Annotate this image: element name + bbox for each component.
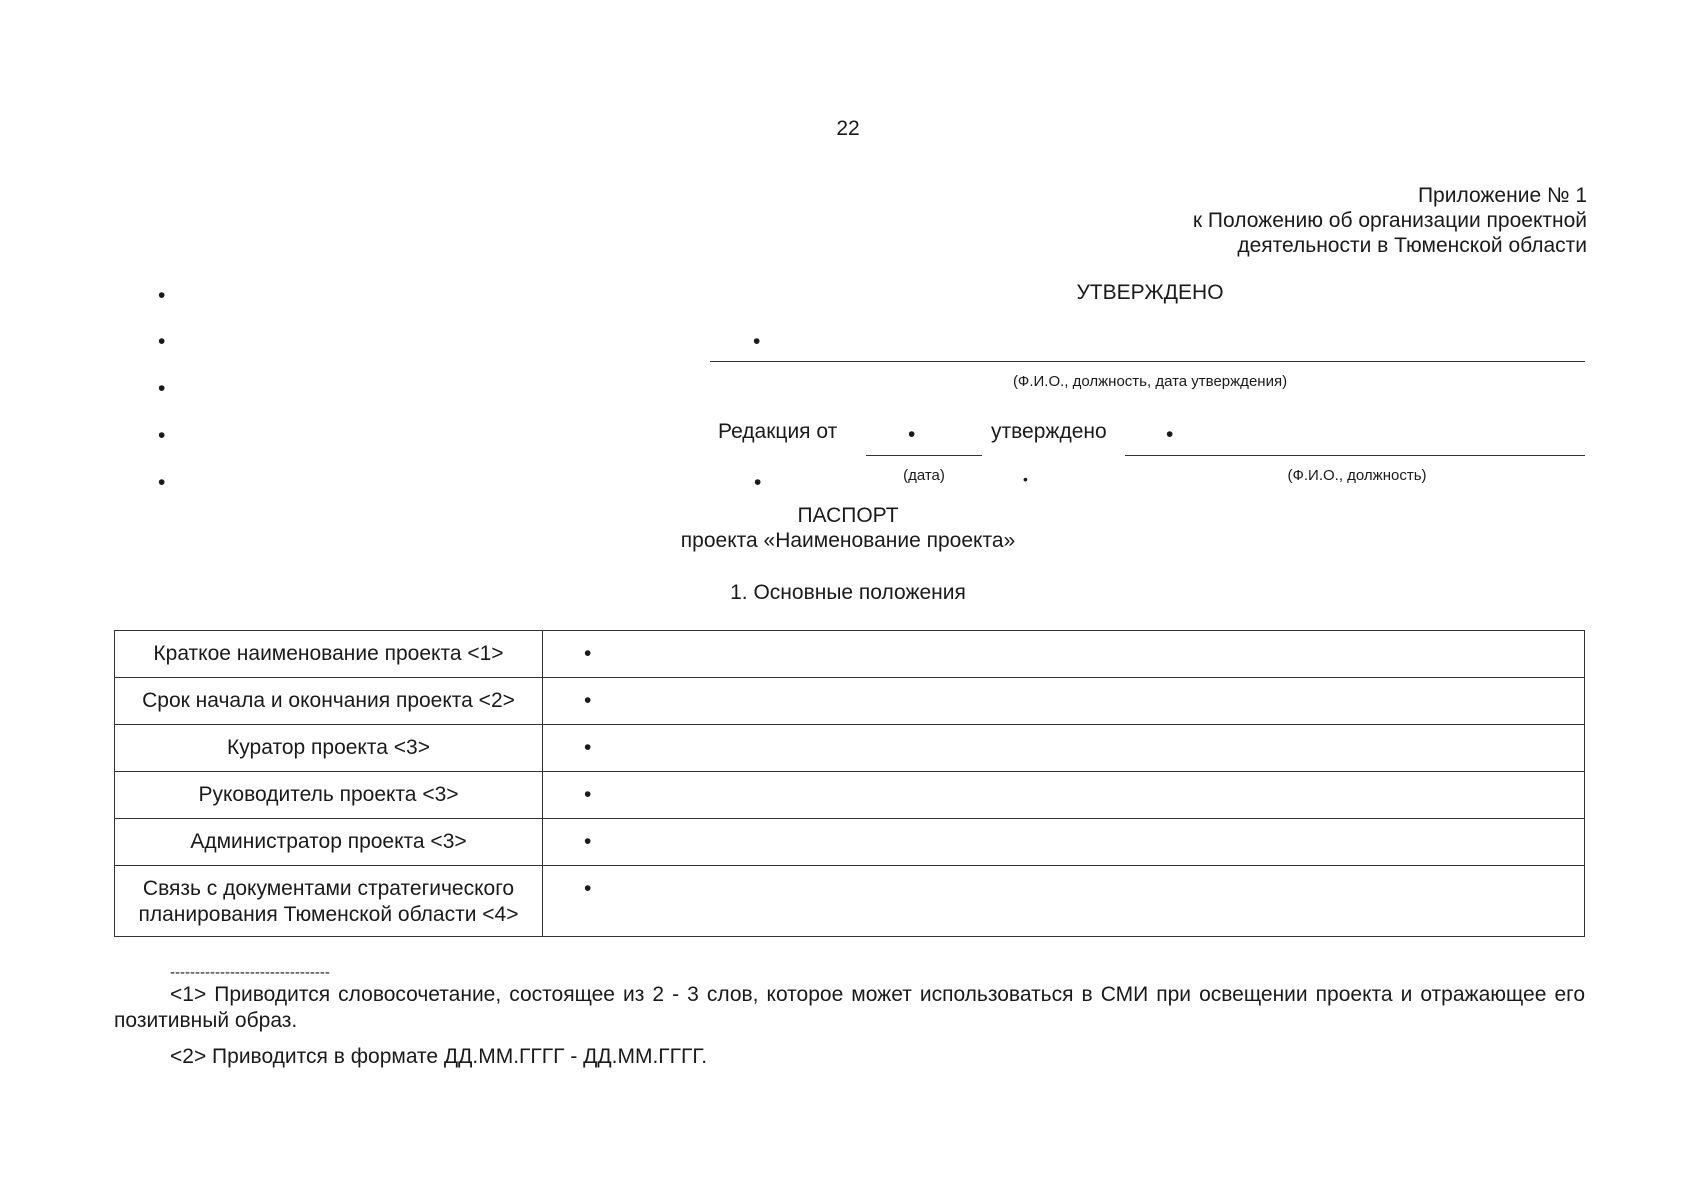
footnote-2-text: <2> Приводится в формате ДД.ММ.ГГГГ - ДД.ММ.ГГГГ.	[170, 1045, 708, 1068]
row-label-cell	[115, 631, 543, 678]
row-value-bullet: •	[584, 877, 592, 900]
table-row	[115, 772, 1585, 819]
appendix-header	[987, 183, 1587, 258]
page-number: 22	[836, 117, 860, 140]
table-row	[115, 819, 1585, 866]
footnote-separator: --------------------------------	[170, 964, 330, 981]
section-heading: 1. Основные положения	[730, 581, 966, 604]
revision-date-line	[866, 455, 982, 456]
row-label-cell	[115, 772, 543, 819]
date-caption: (дата)	[903, 467, 945, 484]
appendix-line-1: Приложение № 1	[1417, 184, 1587, 207]
revision-date-bullet: •	[908, 423, 916, 446]
row-value-bullet: •	[584, 689, 592, 712]
row-value-cell	[543, 819, 1585, 866]
footnote-1	[114, 982, 1585, 1034]
footnote-1-text: <1> Приводится словосочетание, состоящее из 2 - 3 слов, которое может использоваться в СМИ при освещении проекта и отражающее его позитивный образ.	[114, 983, 1585, 1032]
row-value-bullet: •	[584, 642, 592, 665]
row-value-cell	[543, 678, 1585, 725]
project-passport-table	[114, 630, 1585, 937]
row-label-cell	[115, 866, 543, 937]
row-label: Руководитель проекта <3>	[198, 783, 459, 806]
caption-bullet-left: •	[754, 471, 762, 494]
row-value-bullet: •	[584, 830, 592, 853]
caption-bullet-middle: •	[1023, 471, 1028, 487]
left-bullet-3: •	[158, 377, 166, 400]
row-label-line-2: планирования Тюменской области <4>	[138, 903, 519, 926]
signature-line	[710, 361, 1585, 362]
row-value-cell	[543, 866, 1585, 937]
passport-title: ПАСПОРТ	[797, 504, 899, 527]
approved-heading: УТВЕРЖДЕНО	[1076, 281, 1224, 304]
signature-caption: (Ф.И.О., должность, дата утверждения)	[1012, 373, 1288, 390]
approved-name-bullet: •	[1166, 423, 1174, 446]
table-row	[115, 678, 1585, 725]
row-value-cell	[543, 725, 1585, 772]
row-label-cell	[115, 725, 543, 772]
table-row	[115, 725, 1585, 772]
footnote-2	[114, 1044, 1585, 1070]
row-value-cell	[543, 631, 1585, 678]
approved-name-line	[1125, 455, 1585, 456]
approved-label: утверждено	[991, 420, 1107, 443]
row-label-cell	[115, 819, 543, 866]
table-row	[115, 631, 1585, 678]
row-label: Краткое наименование проекта <1>	[153, 642, 504, 665]
left-bullet-5: •	[158, 471, 166, 494]
row-label-cell	[115, 678, 543, 725]
signature-bullet: •	[753, 330, 761, 353]
row-label: Администратор проекта <3>	[190, 830, 467, 853]
row-label-line-1: Связь с документами стратегического	[142, 877, 515, 900]
row-label	[115, 866, 542, 928]
revision-label: Редакция от	[718, 420, 838, 443]
table-row	[115, 866, 1585, 937]
left-bullet-4: •	[158, 424, 166, 447]
name-caption: (Ф.И.О., должность)	[1287, 467, 1427, 484]
appendix-line-2: к Положению об организации проектной	[1192, 209, 1587, 232]
row-value-cell	[543, 772, 1585, 819]
row-value-bullet: •	[584, 783, 592, 806]
passport-subtitle: проекта «Наименование проекта»	[680, 529, 1016, 552]
row-label: Куратор проекта <3>	[227, 736, 430, 759]
row-label: Срок начала и окончания проекта <2>	[142, 689, 515, 712]
left-bullet-2: •	[158, 330, 166, 353]
appendix-line-3: деятельности в Тюменской области	[1237, 234, 1587, 257]
row-value-bullet: •	[584, 736, 592, 759]
left-bullet-1: •	[158, 284, 166, 307]
